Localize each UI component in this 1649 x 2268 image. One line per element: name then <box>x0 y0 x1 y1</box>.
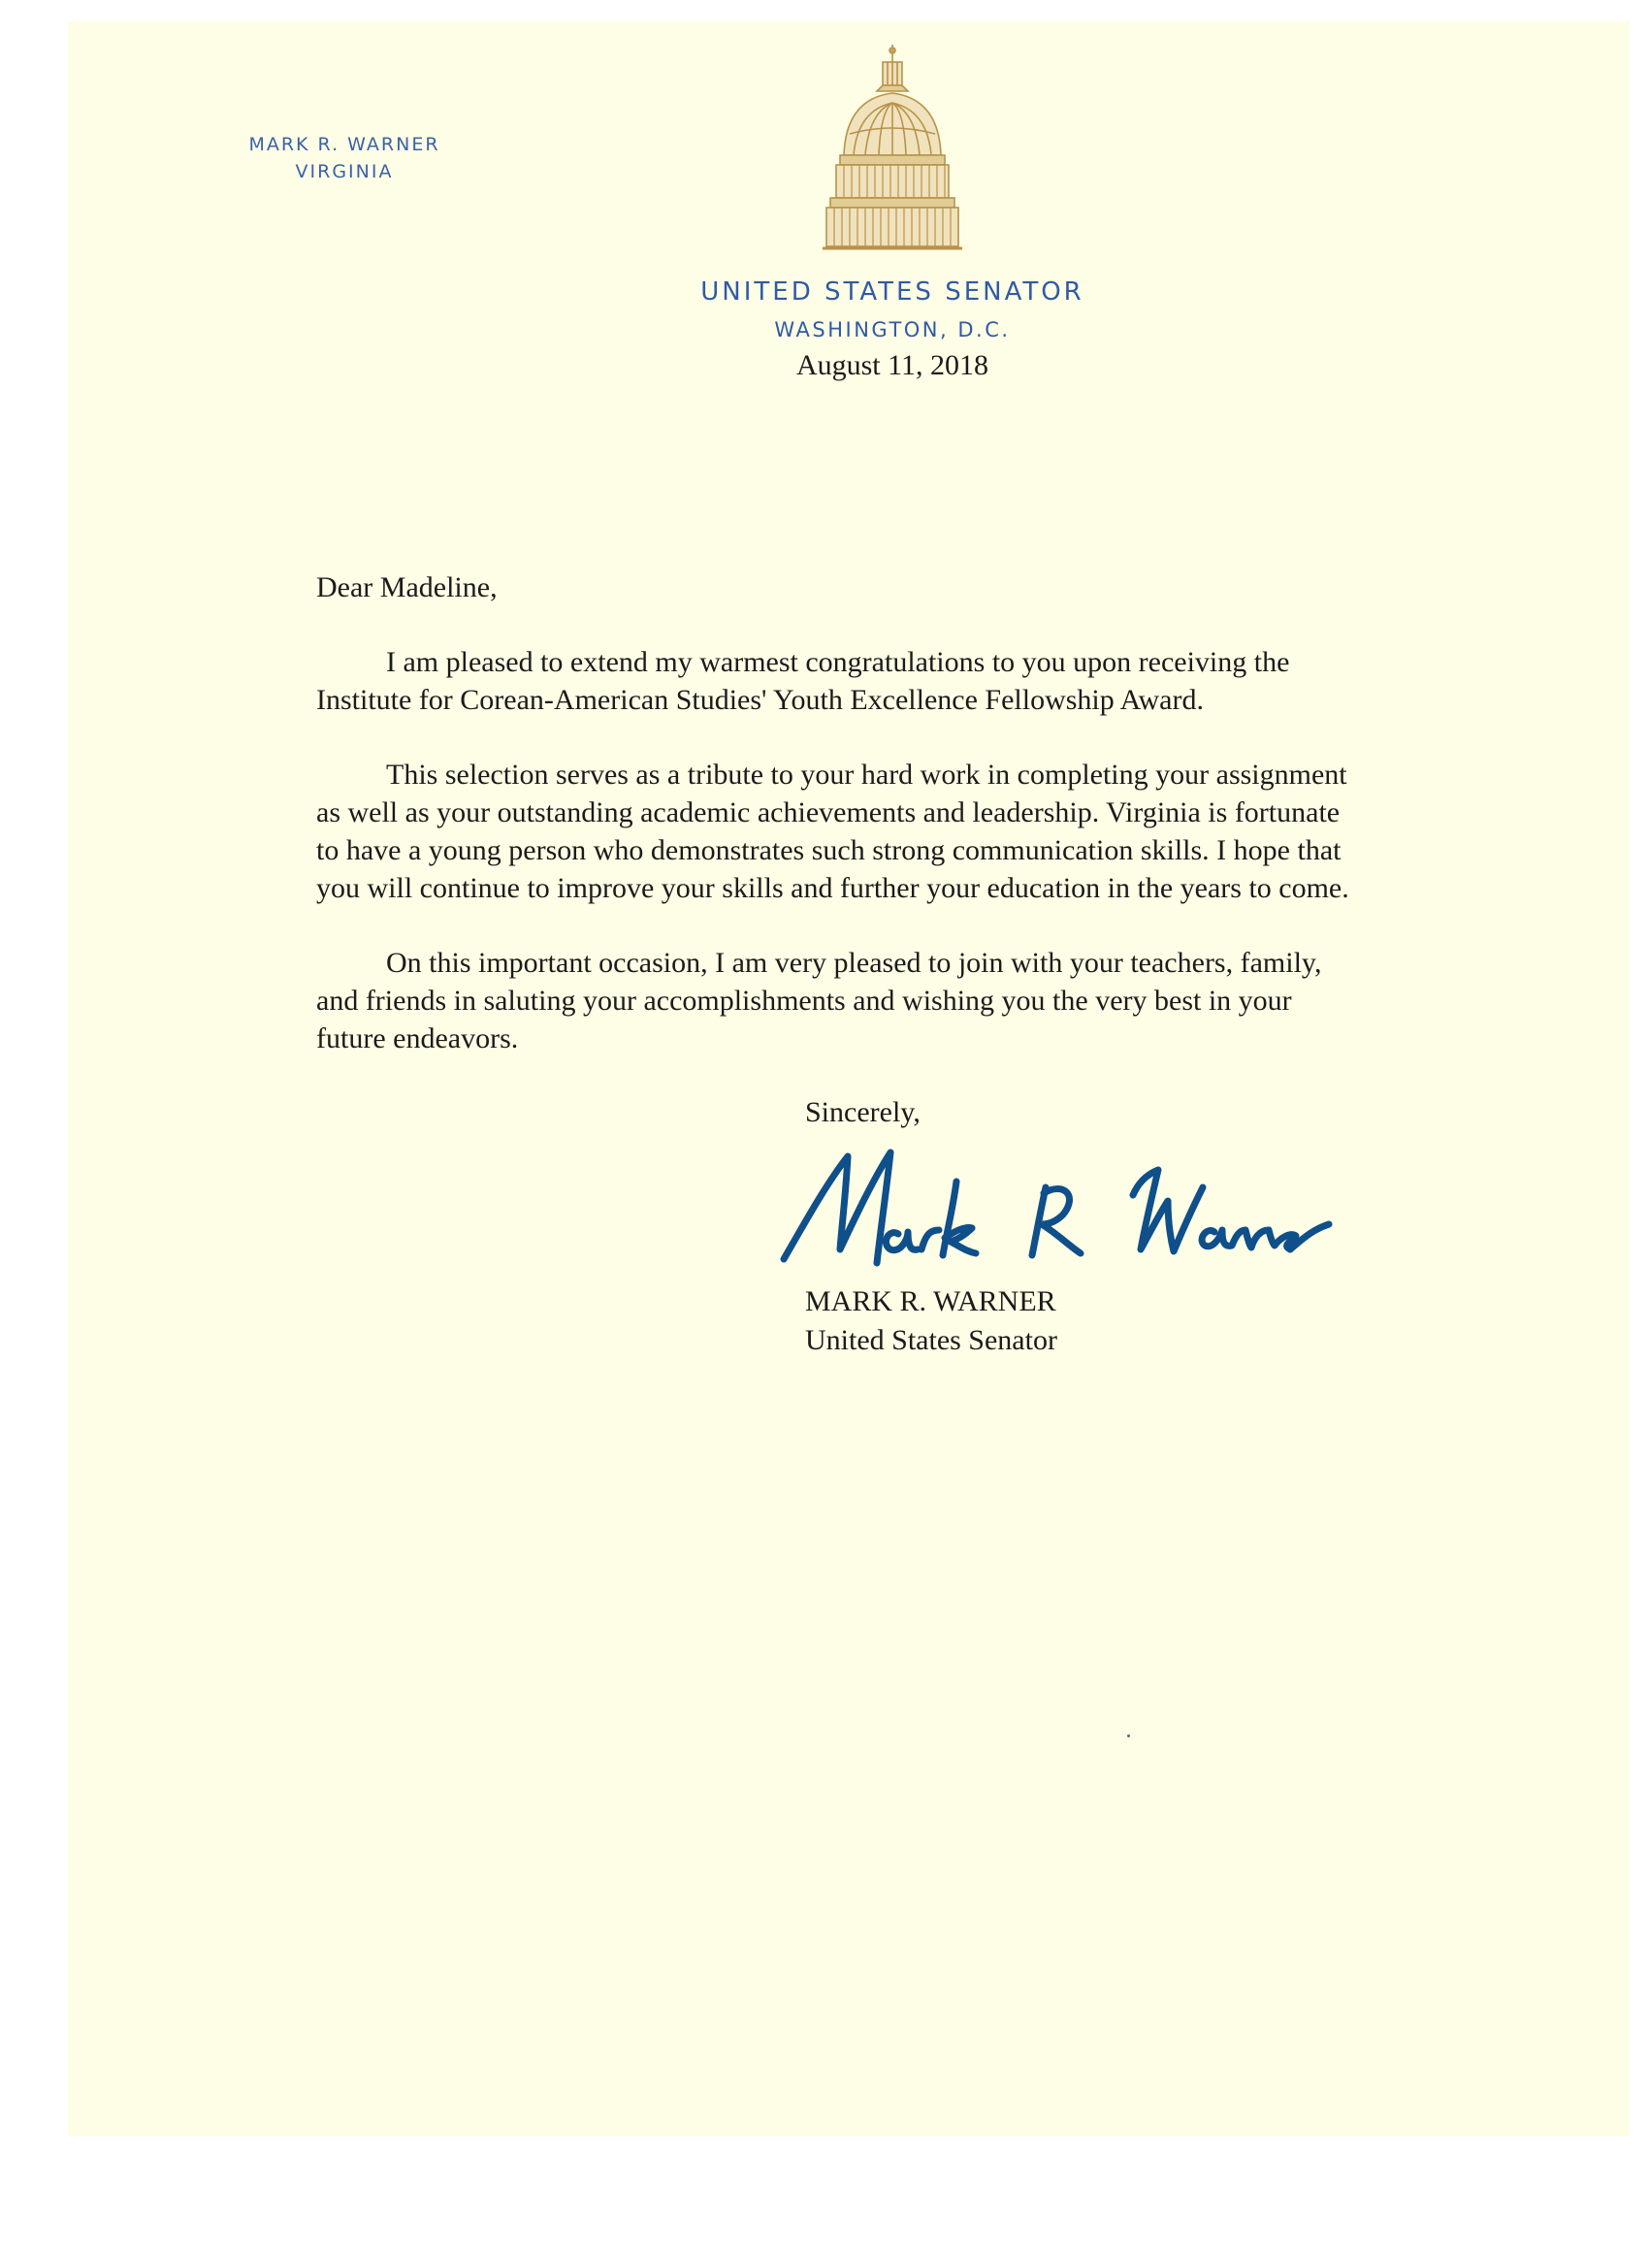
signer-block <box>805 1282 1057 1360</box>
paper-speck <box>1127 1734 1130 1737</box>
letterhead-title: UNITED STATES SENATOR <box>700 277 1084 307</box>
paragraph-2: This selection serves as a tribute to your hard work in completing your assignment as well as your outstanding academic achievements and leadership. Virginia is fortunate to have a young person who demonstrates such strong communication skills. I hope that you will continue to improve your skills and further your education in the years to come. <box>316 759 1349 904</box>
letterhead-senator-name: MARK R. WARNER <box>248 134 440 155</box>
closing: Sincerely, <box>805 1096 921 1128</box>
letterhead-city: WASHINGTON, D.C. <box>774 318 1011 341</box>
letter-body <box>316 568 1480 1094</box>
letter-date: August 11, 2018 <box>795 349 989 381</box>
letterhead-senator-block <box>209 131 480 185</box>
paragraph-3: On this important occasion, I am very pleased to join with your teachers, family, and friends in saluting your accomplishments and wishing you the very best in your future endeavors. <box>316 947 1322 1054</box>
signer-name: MARK R. WARNER <box>805 1285 1056 1317</box>
paragraph-1: I am pleased to extend my warmest congratulations to you upon receiving the Institute for Corean-American Studies' Youth Excellence Fellowship Award. <box>316 646 1290 716</box>
salutation: Dear Madeline, <box>316 571 498 603</box>
signer-title: United States Senator <box>805 1324 1057 1356</box>
handwritten-signature <box>766 1135 1348 1280</box>
capitol-dome-icon <box>815 41 970 254</box>
letterhead-state: VIRGINIA <box>295 161 394 182</box>
